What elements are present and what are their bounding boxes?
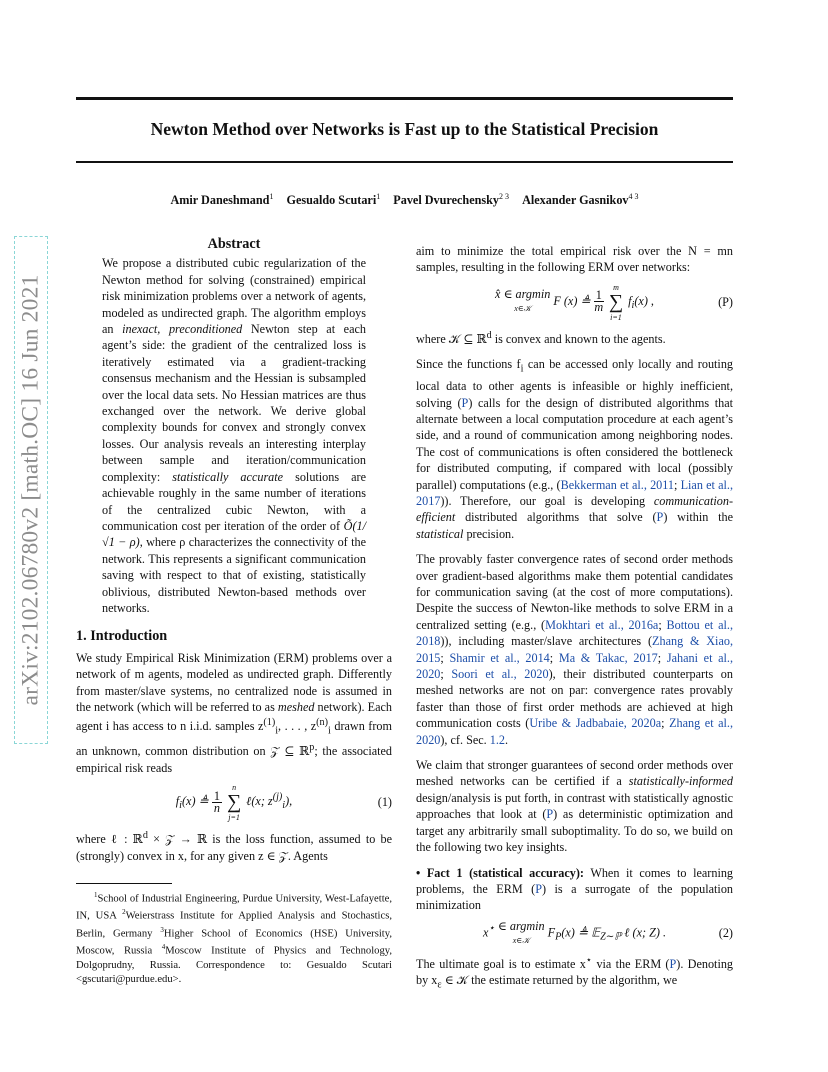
footnote-rule: [76, 883, 172, 884]
paragraph: where 𝒦 ⊆ ℝ$^d$ is convex and known to the agents.: [416, 329, 666, 346]
section-heading-introduction: 1. Introduction: [76, 628, 168, 645]
citation-link[interactable]: Shamir et al., 2014: [449, 650, 550, 665]
equation-ref[interactable]: P: [461, 395, 469, 410]
citation-link[interactable]: Zhang et al., 2020: [416, 716, 734, 747]
citation-link[interactable]: Zhang & Xiao, 2015: [416, 634, 733, 665]
author: Amir Daneshmand$^1$: [170, 192, 274, 208]
title-rule-top: [76, 97, 733, 100]
equation-ref[interactable]: P: [535, 881, 542, 896]
right-column: [416, 243, 733, 994]
equation-number: (P): [718, 294, 733, 309]
affiliation-footnote: $^1$School of Industrial Engineering, Purdue University, West-Lafayette, IN, USA $^2$Weierstrass Institute for Applied Analysis and Stochastics, Berlin, Germany $^3$Higher School of Economics (HSE) University, Moscow, Russia $^4$Moscow Institute of Physics and Technology, Dolgoprudny, Russia. Correspondence to: Gesualdo Scutari <gscutari@purdue.edu>.: [76, 891, 392, 985]
section-ref[interactable]: 1.2: [489, 732, 506, 747]
equation-number: (2): [718, 926, 733, 941]
paper-title: Newton Method over Networks is Fast up to the Statistical Precision: [150, 119, 659, 139]
citation-link[interactable]: Bottou et al., 2018: [416, 617, 733, 649]
equation-ref[interactable]: P: [546, 807, 554, 822]
equation-ref[interactable]: P: [669, 956, 677, 971]
title-rule-bottom: [76, 161, 733, 163]
equation-number: (1): [377, 794, 392, 809]
paragraph: Since the functions $f_i$ can be accessed only locally and routing local data to other agents is infeasible or highly inefficient, solving (P) calls for the design of distributed algorithms that alternate between a local computation procedure at each agent’s side, and a round of communication among neighboring nodes. The cost of communications is often considered the bottleneck for distributed computing, if compared with local (possibly parallel) computations (e.g., (Bekkerman et al., 2011; Lian et al., 2017)). Therefore, our goal is developing communication-efficient distributed algorithms that solve (P) within the statistical precision.: [416, 357, 734, 541]
paragraph: The provably faster convergence rates of second order methods over gradient-based algorithms make them potential candidates for communication saving (at the cost of more computations). Despite the success of Newton-like methods to solve ERM in a centralized setting (e.g., (Mokhtari et al., 2016a; Bottou et al., 2018)), including master/slave architectures (Zhang & Xiao, 2015; Shamir et al., 2014; Ma & Takac, 2017; Jahani et al., 2020; Soori et al., 2020), their distributed counterparts on meshed networks are not on par: convergence rates provably faster than those of first order methods are achieved at high communication costs (Uribe & Jadbabaie, 2020a; Zhang et al., 2020), cf. Sec. 1.2.: [416, 552, 734, 747]
paragraph: aim to minimize the total empirical risk over the N = mn samples, resulting in the following ERM over networks:: [416, 244, 733, 275]
equation-1: $f_i(x)$ ≜ $\frac{1}{n}$ n ∑ j=1 ℓ(x; $z^{(j)}_i$), (1): [175, 783, 392, 823]
citation-link[interactable]: Bekkerman et al., 2011: [560, 477, 674, 492]
author: Pavel Dvurechensky$^{2 3}$: [393, 192, 510, 208]
equation-P: x̂ ∈ argmin x∈𝒦 F (x) ≜ $\frac{1}{m}$ m ∑ i=1 $f_i(x)$ , (P): [495, 282, 733, 322]
left-column: [76, 236, 392, 864]
paragraph: The ultimate goal is to estimate x⋆ via the ERM (P). Denoting by $x_\varepsilon$ ∈ 𝒦 the estimate returned by the algorithm, we: [416, 954, 734, 991]
paragraph: We claim that stronger guarantees of second order methods over meshed networks can be certified if a statistically-informed design/analysis is put forth, in contrast with statistically agnostic approaches that look at (P) as deterministic optimization and target any arbitrarily small suboptimality. To do so, we build on the following two key insights.: [416, 758, 734, 855]
citation-link[interactable]: Lian et al., 2017: [416, 477, 734, 508]
citation-link[interactable]: Mokhtari et al., 2016a: [545, 617, 659, 632]
citation-link[interactable]: Jahani et al., 2020: [416, 650, 734, 682]
author-list: [76, 192, 733, 208]
paragraph: • Fact 1 (statistical accuracy): When it comes to learning problems, the ERM (P) is a surrogate of the population minimization: [416, 865, 734, 913]
citation-link[interactable]: Ma & Takac, 2017: [558, 650, 658, 665]
author: Alexander Gasnikov$^{4 3}$: [522, 192, 639, 208]
abstract-body: We propose a distributed cubic regularization of the Newton method for solving (constrained) empirical risk minimization problems over a network of agents, modeled as undirected graph. The algorithm employs an inexact, preconditioned Newton step at each agent’s side: the gradient of the centralized loss is iteratively estimated via a gradient-tracking consensus mechanism and the Hessian is subsampled over the local data sets. No Hessian matrices are thus exchanged over the network. We derive global complexity bounds for convex and strongly convex losses. Our analysis reveals an interesting interplay between sample and iteration/communication complexity: statistically accurate solutions are achievable roughly in the same number of iterations of the centralized cubic Newton, with a communication cost per iteration of the order of Õ(1/√1 − ρ), where ρ characterizes the connectivity of the network. This represents a significant communication saving with respect to that of existing, statistically oblivious, distributed Newton-based methods over networks.: [102, 256, 367, 615]
equation-ref[interactable]: P: [656, 510, 664, 525]
citation-link[interactable]: Uribe & Jadbabaie, 2020a: [529, 716, 662, 731]
intro-paragraph-cont: where ℓ : ℝ$^d$ × 𝒵 → ℝ is the loss function, assumed to be (strongly) convex in x, for any given z ∈ 𝒵. Agents: [76, 830, 393, 863]
abstract-heading: Abstract: [207, 236, 261, 252]
author: Gesualdo Scutari$^1$: [286, 192, 381, 208]
equation-2: x⋆ ∈ argmin x∈𝒦 $F_P(x)$ ≜ 𝔼$_{Z\sim ℙ}$ ℓ (x; Z) . (2): [482, 918, 733, 945]
arxiv-stamp: arXiv:2102.06780v2 [math.OC] 16 Jun 2021: [14, 236, 48, 744]
citation-link[interactable]: Soori et al., 2020: [451, 667, 549, 682]
intro-paragraph: We study Empirical Risk Minimization (ERM) problems over a network of m agents, modeled as undirected graph. Differently from master/slave systems, no centralized node is assumed in the network (which will be referred to as meshed network). Each agent i has access to n i.i.d. samples $z^{(1)}_i$, . . . , $z^{(n)}_i$ drawn from an unknown, common distribution on 𝒵 ⊆ ℝ$^p$; the associated empirical risk reads: [76, 650, 393, 775]
